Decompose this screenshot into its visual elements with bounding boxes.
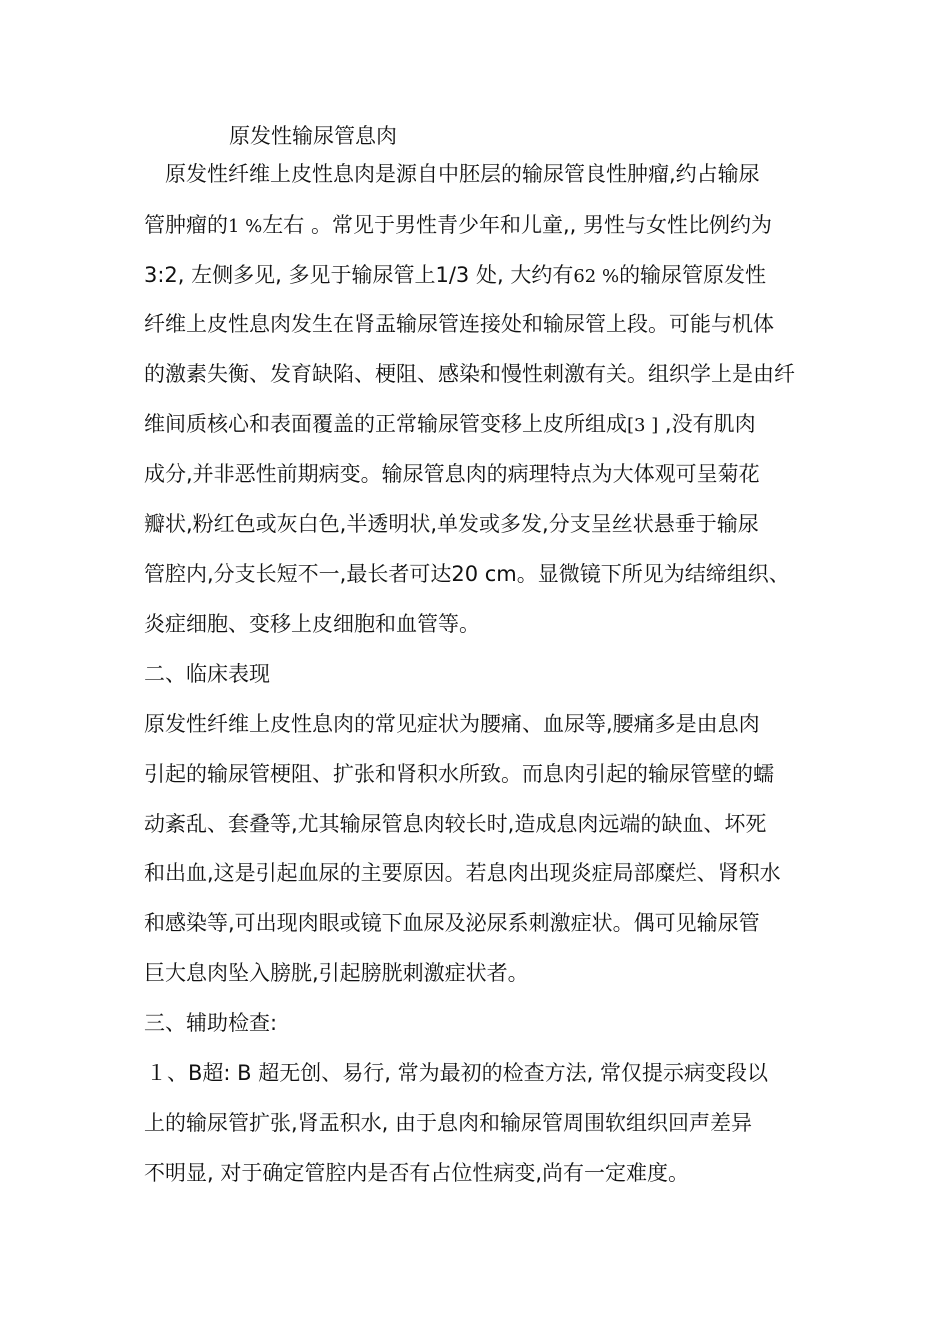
- paragraph-line: 瓣状,粉红色或灰白色,半透明状,单发或多发,分支呈丝状悬垂于输尿: [144, 512, 759, 536]
- section-heading-exams: 三、辅助检查:: [144, 1011, 278, 1035]
- paragraph-line: 管腔内,分支长短不一,最长者可达20 cm。显微镜下所见为结缔组织、: [144, 562, 790, 586]
- paragraph-line: 纤维上皮性息肉发生在肾盂输尿管连接处和输尿管上段。可能与机体: [144, 312, 774, 336]
- document-title: 原发性输尿管息肉: [229, 124, 397, 148]
- paragraph-line: 管肿瘤的1 %左右 。常见于男性青少年和儿童,, 男性与女性比例约为: [144, 213, 772, 237]
- section-heading-clinical: 二、临床表现: [144, 662, 270, 686]
- paragraph-line: 炎症细胞、变移上皮细胞和血管等。: [144, 612, 480, 636]
- paragraph-line: 不明显, 对于确定管腔内是否有占位性病变,尚有一定难度。: [144, 1161, 690, 1185]
- paragraph-line: 维间质核心和表面覆盖的正常输尿管变移上皮所组成[3 ] ,没有肌肉: [144, 412, 756, 436]
- paragraph-line: 和出血,这是引起血尿的主要原因。若息肉出现炎症局部糜烂、肾积水: [144, 861, 781, 885]
- paragraph-line: 巨大息肉坠入膀胱,引起膀胱刺激症状者。: [144, 961, 529, 985]
- paragraph-line: 原发性纤维上皮性息肉是源自中胚层的输尿管良性肿瘤,约占输尿: [165, 162, 760, 186]
- paragraph-line: 3:2, 左侧多见, 多见于输尿管上1/3 处, 大约有62 %的输尿管原发性: [144, 263, 767, 287]
- paragraph-line: 的激素失衡、发育缺陷、梗阻、感染和慢性刺激有关。组织学上是由纤: [144, 362, 795, 386]
- paragraph-line: 原发性纤维上皮性息肉的常见症状为腰痛、血尿等,腰痛多是由息肉: [144, 712, 760, 736]
- paragraph-line: 动紊乱、套叠等,尤其输尿管息肉较长时,造成息肉远端的缺血、坏死: [144, 812, 767, 836]
- paragraph-line: 成分,并非恶性前期病变。输尿管息肉的病理特点为大体观可呈菊花: [144, 462, 760, 486]
- paragraph-line: 上的输尿管扩张,肾盂积水, 由于息肉和输尿管周围软组织回声差异: [144, 1111, 753, 1135]
- paragraph-line: １、B超: B 超无创、易行, 常为最初的检查方法, 常仅提示病变段以: [146, 1061, 768, 1085]
- paragraph-line: 和感染等,可出现肉眼或镜下血尿及泌尿系刺激症状。偶可见输尿管: [144, 911, 760, 935]
- paragraph-line: 引起的输尿管梗阻、扩张和肾积水所致。而息肉引起的输尿管壁的蠕: [144, 762, 774, 786]
